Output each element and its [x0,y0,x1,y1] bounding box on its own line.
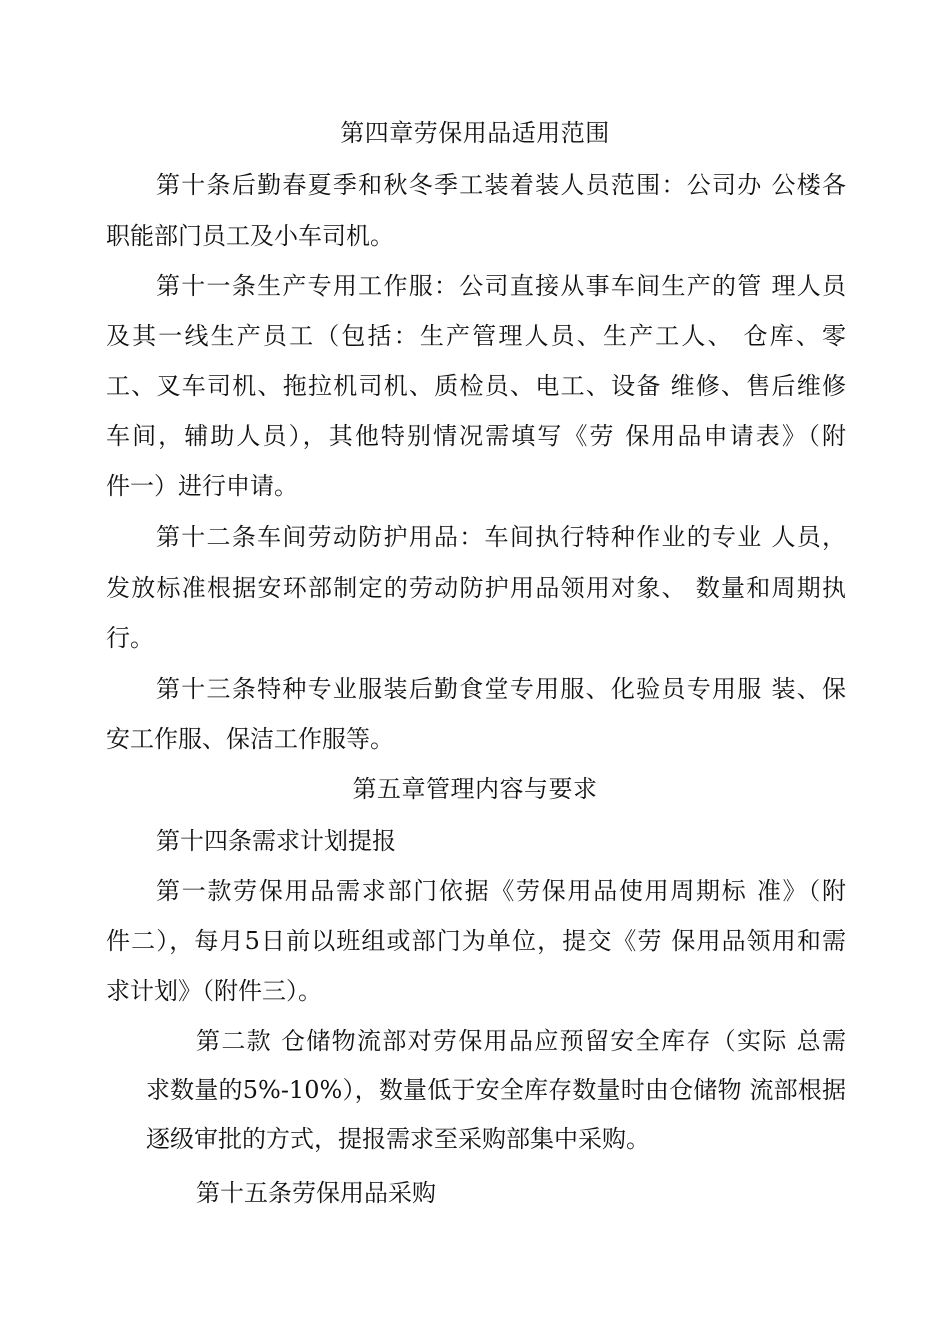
article-14-para-1-line-1: 第一款劳保用品需求部门依据《劳保用品使用周期标 准》（附 [156,877,846,905]
article-14-title: 第十四条需求计划提报 [156,827,396,855]
article-14-para-1-line-3: 求计划》（附件三）。 [106,977,322,1005]
article-15-title: 第十五条劳保用品采购 [196,1179,436,1207]
chapter-5-title: 第五章管理内容与要求 [352,775,598,803]
article-11-line-1: 第十一条生产专用工作服：公司直接从事车间生产的管 理人员 [156,272,846,300]
article-13-line-1: 第十三条特种专业服装后勤食堂专用服、化验员专用服 装、保 [156,675,846,703]
article-11-line-5: 件一）进行申请。 [106,472,298,500]
article-11-line-4: 车间，辅助人员），其他特别情况需填写《劳 保用品申请表》（附 [106,422,846,450]
article-11-line-3: 工、叉车司机、拖拉机司机、质检员、电工、设备 维修、售后维修 [106,372,846,400]
article-14-para-1-line-2: 件二），每月5日前以班组或部门为单位，提交《劳 保用品领用和需 [106,927,846,955]
article-10-line-1: 第十条后勤春夏季和秋冬季工装着装人员范围：公司办 公楼各 [156,171,846,199]
article-11-line-2: 及其一线生产员工（包括：生产管理人员、生产工人、 仓库、零 [106,322,846,350]
article-14-para-2-line-3: 逐级审批的方式，提报需求至采购部集中采购。 [146,1125,650,1153]
chapter-4-title: 第四章劳保用品适用范围 [340,119,610,147]
article-12-line-3: 行。 [106,624,154,652]
article-10-line-2: 职能部门员工及小车司机。 [106,222,394,250]
article-14-para-2-line-1: 第二款 仓储物流部对劳保用品应预留安全库存（实际 总需 [196,1027,846,1055]
article-13-line-2: 安工作服、保洁工作服等。 [106,725,394,753]
article-12-line-1: 第十二条车间劳动防护用品：车间执行特种作业的专业 人员， [156,523,846,551]
article-14-para-2-line-2: 求数量的5%-10%），数量低于安全库存数量时由仓储物 流部根据 [146,1076,846,1104]
article-12-line-2: 发放标准根据安环部制定的劳动防护用品领用对象、 数量和周期执 [106,574,846,602]
